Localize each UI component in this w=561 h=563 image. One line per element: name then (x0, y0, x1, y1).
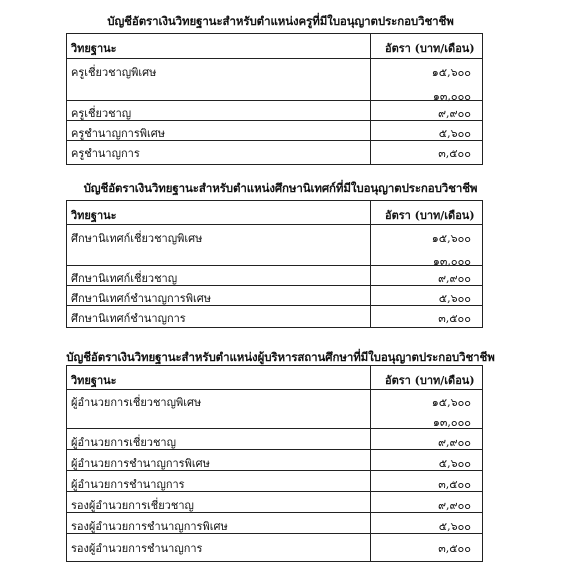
row-rate: ๕,๖๐๐ (438, 457, 471, 470)
row-grade: รองผู้อำนวยการเชี่ยวชาญ (71, 499, 194, 512)
row-divider (67, 449, 482, 450)
row-divider (67, 491, 482, 492)
column-divider (370, 366, 371, 561)
row-rate: ๙,๙๐๐ (437, 436, 471, 449)
row-rate: ๑๕,๖๐๐ (431, 396, 471, 409)
row-divider (67, 120, 482, 121)
row-divider (67, 140, 482, 141)
row-grade: ครูเชี่ยวชาญ (71, 107, 132, 120)
grade-column-header: วิทยฐานะ (71, 42, 117, 55)
grade-column-header: วิทยฐานะ (71, 374, 117, 387)
table-header (67, 366, 482, 390)
row-grade: ศึกษานิเทศก์เชี่ยวชาญ (71, 272, 178, 285)
row-rate: ๑๓,๐๐๐ (432, 90, 471, 103)
teacher-rate-table (66, 33, 483, 165)
row-divider (67, 265, 482, 266)
table-header (67, 201, 482, 225)
row-rate: ๕,๖๐๐ (438, 292, 471, 305)
row-grade: รองผู้อำนวยการชำนาญการ (71, 542, 203, 555)
rate-column-header: อัตรา (บาท/เดือน) (385, 209, 475, 222)
row-rate: ๙,๙๐๐ (437, 272, 471, 285)
supervisor-rate-table (66, 200, 483, 328)
grade-column-header: วิทยฐานะ (71, 209, 117, 222)
administrator-rate-title: บัญชีอัตราเงินวิทยฐานะสำหรับตำแหน่งผู้บริหารสถานศึกษาที่มีใบอนุญาตประกอบวิชาชีพ (66, 350, 495, 364)
supervisor-rate-title: บัญชีอัตราเงินวิทยฐานะสำหรับตำแหน่งศึกษานิเทศก์ที่มีใบอนุญาตประกอบวิชาชีพ (83, 181, 478, 195)
administrator-rate-table (66, 365, 483, 562)
row-grade: ครูเชี่ยวชาญพิเศษ (71, 66, 157, 79)
row-grade: ศึกษานิเทศก์เชี่ยวชาญพิเศษ (71, 232, 203, 245)
row-rate: ๓,๕๐๐ (438, 478, 471, 491)
row-rate: ๑๓,๐๐๐ (432, 255, 471, 268)
rate-column-header: อัตรา (บาท/เดือน) (385, 374, 475, 387)
row-rate: ๑๓,๐๐๐ (432, 416, 471, 429)
table-header (67, 34, 482, 59)
row-rate: ๙,๙๐๐ (437, 499, 471, 512)
row-rate: ๕,๖๐๐ (438, 127, 471, 140)
row-divider (67, 533, 482, 534)
row-grade: ผู้อำนวยการชำนาญการ (71, 478, 185, 491)
row-rate: ๙,๙๐๐ (437, 107, 471, 120)
row-grade: รองผู้อำนวยการชำนาญการพิเศษ (71, 520, 228, 533)
rate-column-header: อัตรา (บาท/เดือน) (385, 42, 475, 55)
row-grade: ผู้อำนวยการเชี่ยวชาญ (71, 436, 176, 449)
row-divider (67, 285, 482, 286)
row-divider (67, 470, 482, 471)
row-divider (67, 512, 482, 513)
row-divider (67, 428, 482, 429)
row-rate: ๓,๕๐๐ (438, 147, 471, 160)
row-grade: ศึกษานิเทศก์ชำนาญการพิเศษ (71, 292, 211, 305)
row-grade: ผู้อำนวยการเชี่ยวชาญพิเศษ (71, 396, 202, 409)
teacher-rate-title: บัญชีอัตราเงินวิทยฐานะสำหรับตำแหน่งครูที่มีใบอนุญาตประกอบวิชาชีพ (107, 14, 454, 28)
row-grade: ครูชำนาญการ (71, 147, 140, 160)
row-grade: ศึกษานิเทศก์ชำนาญการ (71, 312, 186, 325)
row-rate: ๕,๖๐๐ (438, 520, 471, 533)
row-divider (67, 100, 482, 101)
row-grade: ผู้อำนวยการชำนาญการพิเศษ (71, 457, 210, 470)
row-grade: ครูชำนาญการพิเศษ (71, 127, 165, 140)
row-rate: ๑๕,๖๐๐ (431, 232, 471, 245)
row-rate: ๑๕,๖๐๐ (431, 66, 471, 79)
row-rate: ๓,๕๐๐ (438, 312, 471, 325)
row-rate: ๓,๕๐๐ (438, 542, 471, 555)
row-divider (67, 305, 482, 306)
